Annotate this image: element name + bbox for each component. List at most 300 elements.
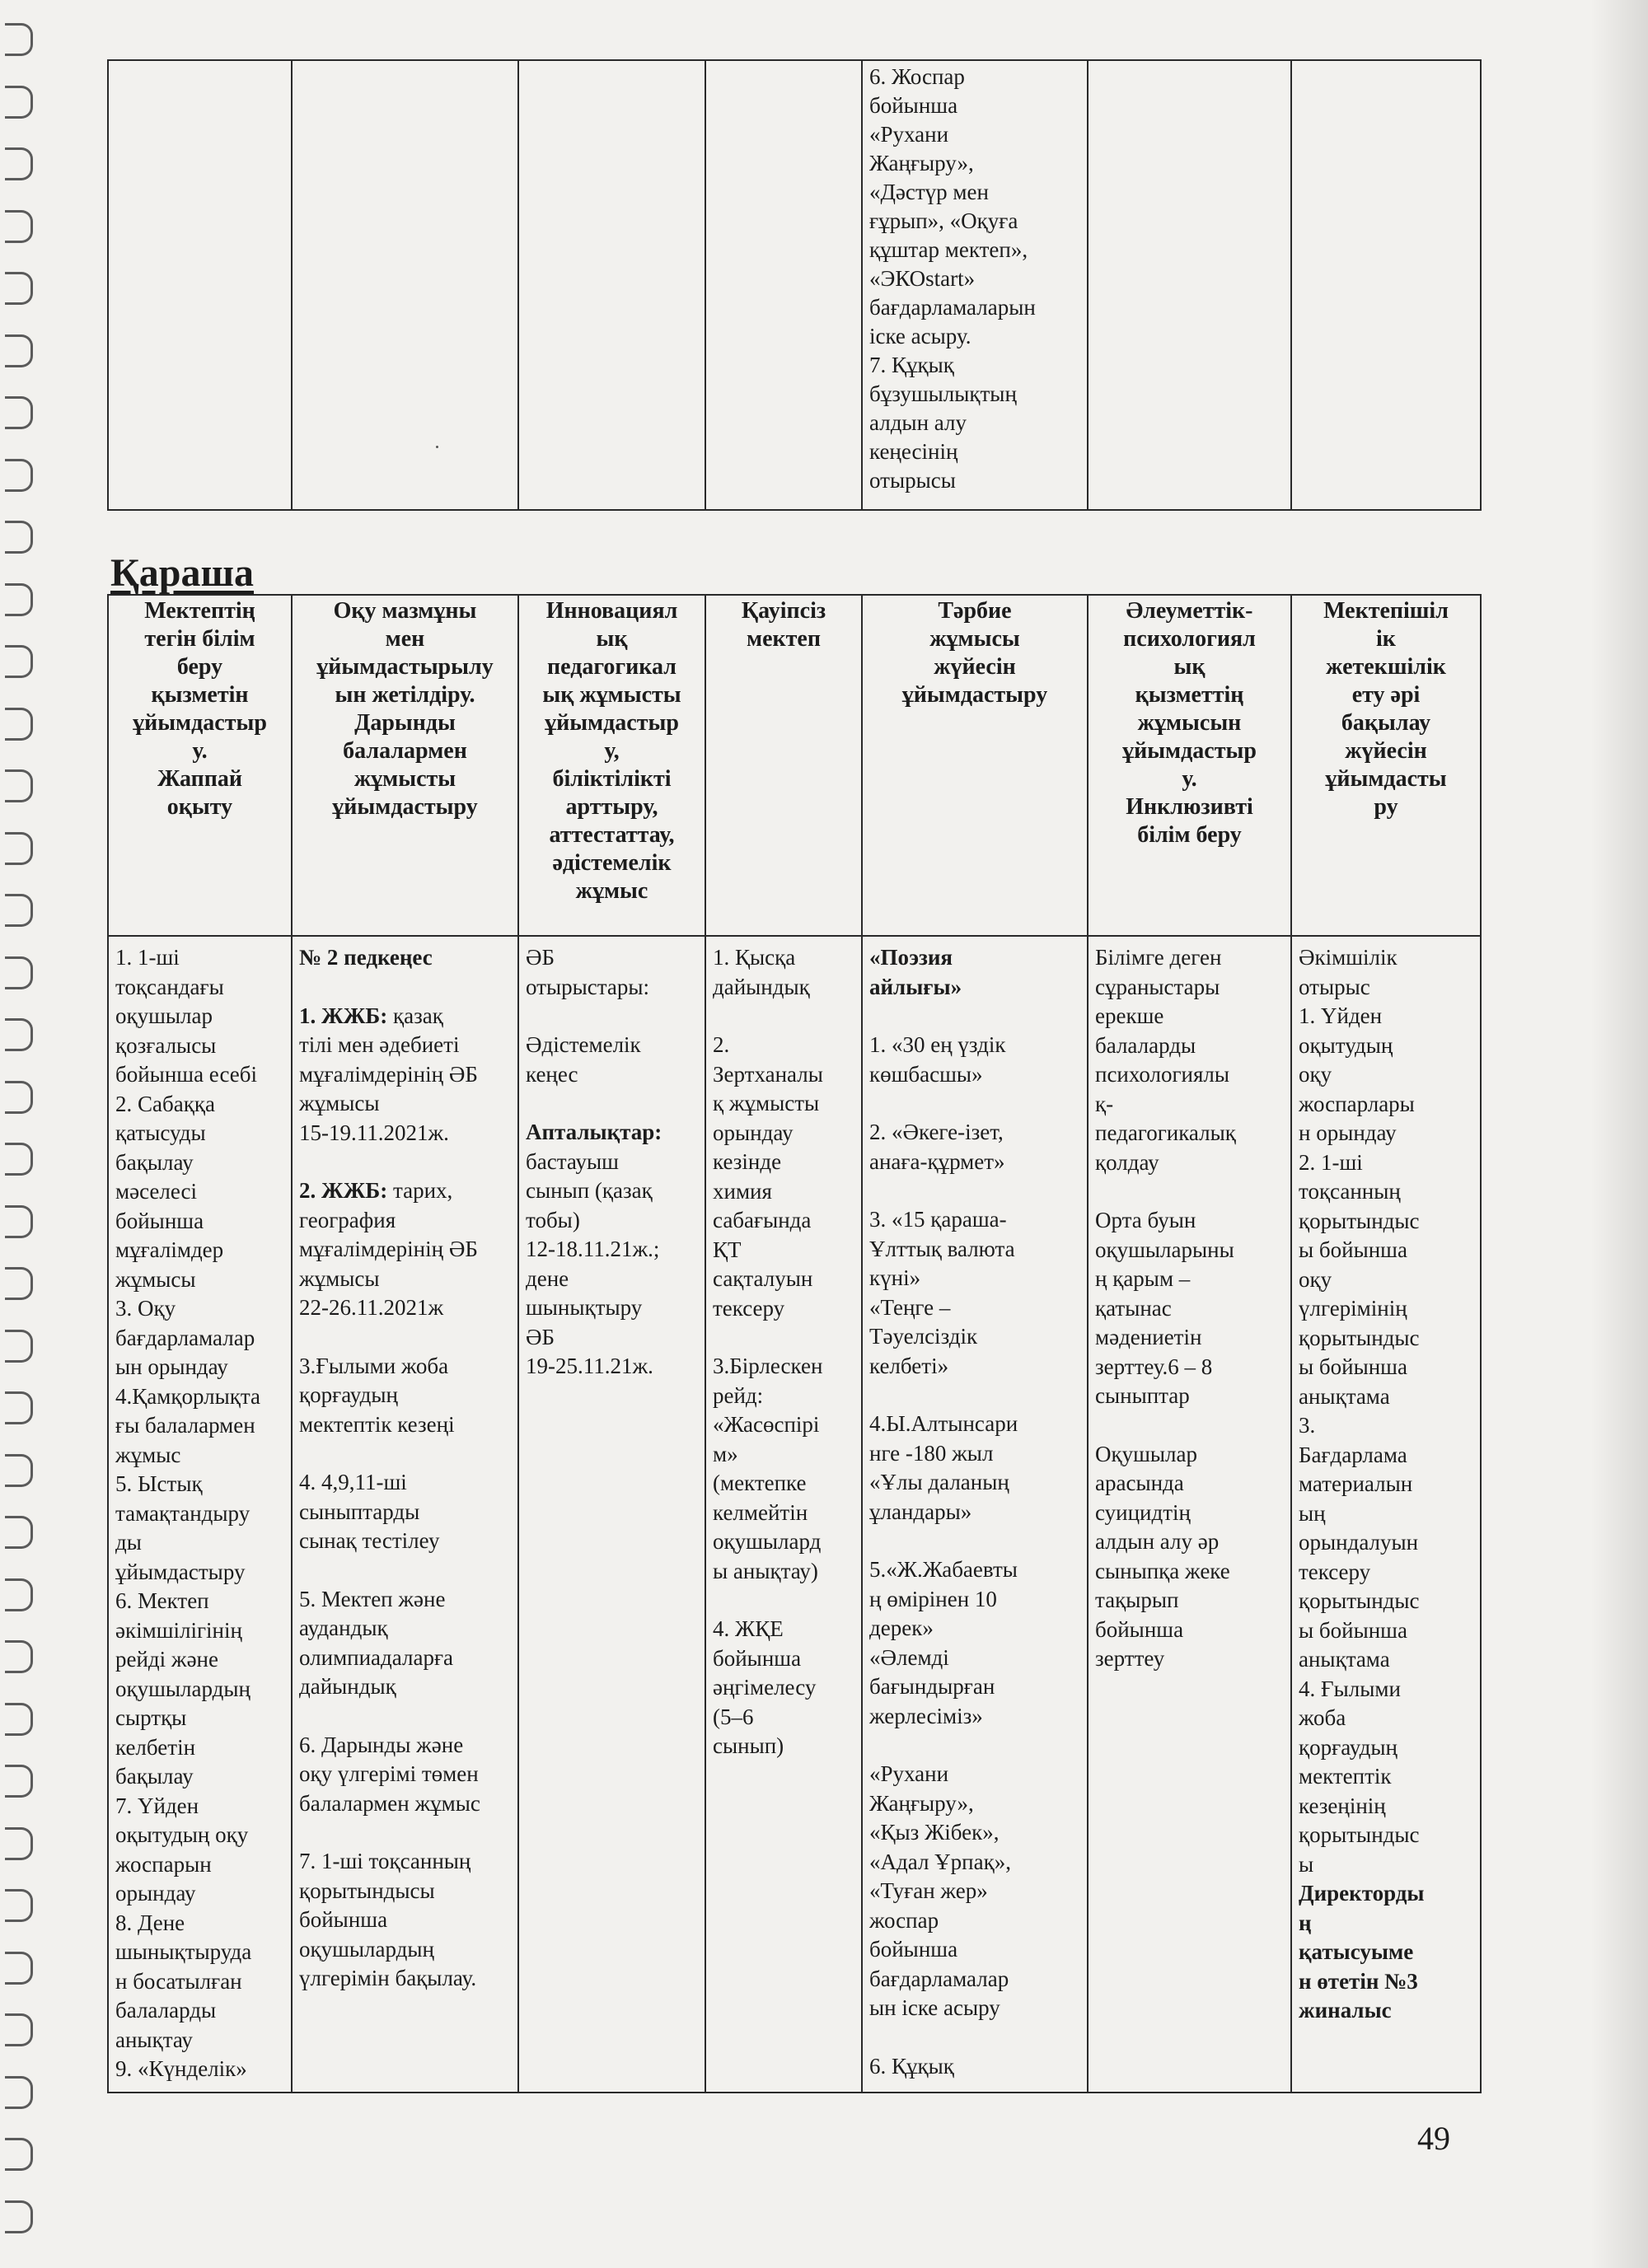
cell-text: ң (1299, 1910, 1312, 1935)
cell-line (713, 1089, 854, 1119)
header-line: оқыту (166, 794, 233, 820)
cell-text: дерек» (869, 1616, 934, 1640)
header-line: психологиял (1123, 626, 1256, 652)
cell-text: 1. Қысқа (713, 945, 796, 970)
cell-text: айлығы» (869, 974, 962, 999)
cell-text: «Ұлы даланың (869, 1470, 1009, 1494)
cell-text: нге -180 жыл (869, 1440, 994, 1466)
binding-ring (5, 645, 33, 678)
cell-line (713, 1586, 854, 1615)
header-line: Инклюзивті (1126, 794, 1253, 820)
cell-line (115, 1996, 284, 2026)
cell-text: Жаңғыру», (869, 1790, 974, 1816)
cell-text: мұғалімдер (115, 1237, 224, 1262)
binding-ring (5, 1640, 33, 1673)
cell-text: Орта буын (1095, 1208, 1196, 1232)
cell-line: 7. Құқық (869, 353, 954, 377)
cell-line (1095, 1644, 1284, 1674)
cell-text: бойынша есебі (115, 1062, 257, 1087)
header-line: қызметін (151, 682, 249, 708)
top-cell-6 (1088, 60, 1291, 510)
cell-text: 3. (1299, 1413, 1316, 1438)
cell-text: «Адал Ұрпақ», (869, 1849, 1011, 1874)
cell-text: н босатылған (115, 1968, 242, 1994)
cell-line (526, 1352, 698, 1382)
cell-line (299, 1731, 511, 1761)
header-line: жұмысы (929, 626, 1020, 652)
cell-text: сынақ тестілеу (299, 1528, 440, 1553)
cell-text: 7. 1-ші тоқсанның (299, 1849, 471, 1873)
binding-ring (5, 1267, 33, 1300)
cell-text: мәдениетін (1095, 1325, 1202, 1349)
cell-text: 2. Сабаққа (115, 1091, 215, 1116)
cell-text: қ жұмысты (713, 1091, 820, 1115)
binding-ring (5, 459, 33, 492)
binding-ring (5, 1889, 33, 1922)
cell-line (1095, 1440, 1284, 1470)
cell-text: сынып (қазақ (526, 1178, 653, 1203)
cell-text: 4. Ғылыми (1299, 1676, 1401, 1701)
cell-text: рейд: (713, 1382, 764, 1408)
cell-line (526, 1265, 698, 1294)
header-line: аттестаттау, (549, 822, 675, 848)
cell-line (869, 1965, 1080, 1994)
header-line: қызметтің (1135, 682, 1244, 708)
header-cell (292, 595, 518, 936)
cell-line (713, 1382, 854, 1411)
cell-line (1095, 943, 1284, 973)
body-cell (1291, 936, 1481, 2093)
cell-line (115, 973, 284, 1003)
binding-ring (5, 334, 33, 367)
cell-text: оқытудың (1299, 1032, 1393, 1058)
binding-ring (5, 2200, 33, 2233)
cell-text: сақталуын (713, 1266, 813, 1291)
cell-line (526, 1176, 698, 1206)
header-line: беру (176, 654, 223, 680)
header-line: ық (1173, 654, 1206, 680)
cell-line (115, 1733, 284, 1763)
cell-text: оқу (1299, 1062, 1332, 1087)
cell-text: мұғалімдерінің ӘБ (299, 1237, 478, 1261)
cell-line (869, 1293, 1080, 1323)
cell-text: «Әлемді (869, 1644, 949, 1670)
binding-ring (5, 583, 33, 616)
cell-line (713, 1148, 854, 1177)
cell-line (299, 1002, 511, 1031)
cell-text: қолдау (1095, 1149, 1159, 1175)
cell-line (869, 1205, 1080, 1235)
cell-line (1299, 1411, 1473, 1441)
header-cell (705, 595, 862, 936)
cell-line (299, 1293, 511, 1323)
cell-text: бақылау (115, 1149, 194, 1175)
cell-line (713, 1236, 854, 1265)
cell-line: «Рухани (869, 122, 949, 147)
cell-text: ң қарым – (1095, 1266, 1191, 1291)
header-line: Инновациял (545, 598, 678, 624)
cell-line (1299, 1616, 1473, 1646)
cell-text: көшбасшы» (869, 1061, 983, 1087)
binding-ring (5, 1827, 33, 1860)
cell-text: мұғалімдерінің ӘБ (299, 1061, 478, 1087)
cell-text: «Теңге – (869, 1294, 951, 1320)
cell-line (299, 1877, 511, 1906)
cell-text: дайындық (713, 974, 810, 999)
cell-line (115, 2026, 284, 2055)
cell-text: «Поэзия (869, 945, 953, 970)
header-line: ік (1376, 626, 1396, 652)
cell-text: мектептік (1299, 1764, 1392, 1789)
binding-ring (5, 894, 33, 927)
header-line: жүйесін (934, 654, 1016, 680)
cell-text: 3.Бірлескен (713, 1354, 823, 1378)
cell-text: жұмыс (115, 1442, 181, 1467)
cell-line (115, 1382, 284, 1412)
cell-text: бойынша (869, 1937, 958, 1962)
cell-line (1299, 1558, 1473, 1588)
cell-line (115, 1792, 284, 1821)
cell-line (1299, 1967, 1473, 1997)
cell-line (713, 1060, 854, 1090)
cell-line (713, 1732, 854, 1761)
binding-ring (5, 1018, 33, 1051)
cell-text: оқушылардың (115, 1676, 250, 1701)
month-title: Қараша (110, 551, 255, 595)
header-line: білім беру (1137, 822, 1242, 848)
header-line: Жаппай (157, 766, 243, 792)
cell-text: қатысуыме (1299, 1939, 1414, 1964)
cell-line (115, 1645, 284, 1675)
binding-ring (5, 1952, 33, 1985)
cell-text: бастауыш (526, 1148, 619, 1174)
header-cell (1291, 595, 1481, 936)
top-cell-1 (108, 60, 292, 510)
cell-text: тоқсанның (1299, 1179, 1401, 1204)
cell-line: «ЭКОstart» (869, 266, 976, 291)
cell-line (713, 1265, 854, 1294)
cell-line (526, 1323, 698, 1353)
binding-ring (5, 769, 33, 802)
binding-ring (5, 23, 33, 56)
cell-text: бойынша (299, 1907, 388, 1932)
cell-line (713, 1644, 854, 1674)
cell-line (115, 1441, 284, 1471)
cell-line: «Дәстүр мен (869, 180, 989, 204)
cell-text: сабағында (713, 1208, 812, 1232)
cell-line (713, 1703, 854, 1733)
cell-line (299, 1468, 511, 1498)
header-line: мектеп (747, 626, 821, 652)
cell-text: 8. Дене (115, 1910, 185, 1935)
cell-text: м» (713, 1441, 738, 1466)
cell-line (115, 1704, 284, 1733)
cell-text: 1. «30 ең үздік (869, 1032, 1006, 1057)
body-cell (108, 936, 292, 2093)
cell-text: шынықтыру (526, 1295, 643, 1320)
cell-line (299, 1323, 511, 1352)
header-line: ық жұмысты (542, 682, 681, 708)
cell-line (869, 1148, 1080, 1177)
cell-text: күні» (869, 1265, 921, 1290)
cell-line (713, 973, 854, 1003)
cell-text: тамақтандыру (115, 1500, 250, 1526)
cell-text: ың (1299, 1500, 1326, 1526)
cell-text: орындау (115, 1881, 196, 1906)
header-line: жұмыс (575, 878, 648, 904)
cell-text: 5.«Ж.Жабаевты (869, 1557, 1018, 1582)
cell-line (299, 1176, 511, 1206)
cell-line (526, 1206, 698, 1236)
top-cell-4 (705, 60, 862, 510)
cell-line (869, 943, 1080, 973)
binding-ring (5, 2013, 33, 2046)
header-line: тегін білім (144, 626, 255, 652)
header-line: жұмысты (353, 766, 456, 792)
cell-text: келбетін (115, 1734, 196, 1760)
cell-text: «Қыз Жібек», (869, 1820, 1000, 1845)
cell-text: орындау (713, 1120, 794, 1145)
cell-line (115, 2055, 284, 2084)
cell-line (299, 1964, 511, 1994)
november-plan-table (107, 594, 1482, 2093)
cell-line (115, 1499, 284, 1529)
cell-text: ы бойынша (1299, 1237, 1407, 1262)
top-cell-5 (862, 60, 1088, 510)
cell-line (115, 1909, 284, 1938)
cell-line (299, 1818, 511, 1847)
cell-text: (мектепке (713, 1471, 807, 1495)
cell-text: ы анықтау) (713, 1558, 818, 1583)
cell-line: ғұрып», «Оқуға (869, 208, 1018, 233)
cell-line (713, 1673, 854, 1703)
cell-line (299, 1527, 511, 1556)
cell-line (1095, 1090, 1284, 1120)
header-line: Қауіпсіз (741, 598, 826, 624)
cell-line (713, 1440, 854, 1470)
cell-line (299, 1702, 511, 1731)
cell-text: тобы) (526, 1207, 580, 1232)
top-cell-7 (1291, 60, 1481, 510)
cell-line (1299, 1382, 1473, 1412)
cell-line (713, 1469, 854, 1499)
cell-line (1299, 1645, 1473, 1675)
cell-text: 15-19.11.2021ж. (299, 1120, 449, 1145)
cell-line (115, 1938, 284, 1967)
cell-text: алдын алу әр (1095, 1529, 1220, 1554)
cell-line (713, 1294, 854, 1324)
spiral-binding (0, 0, 53, 2268)
cell-text: тексеру (1299, 1559, 1371, 1584)
cell-text: жоспарлары (1299, 1091, 1415, 1116)
cell-line (299, 1410, 511, 1440)
cell-text: кезінде (713, 1149, 782, 1174)
cell-text: бойынша (1095, 1616, 1184, 1642)
cell-line (299, 1031, 511, 1060)
binding-ring (5, 956, 33, 989)
body-cell (1088, 936, 1291, 2093)
cell-line (1095, 1616, 1284, 1645)
cell-line (1095, 1586, 1284, 1616)
cell-text: суицидтің (1095, 1499, 1191, 1525)
cell-text: ы бойынша (1299, 1354, 1407, 1379)
cell-text: жерлесіміз» (869, 1703, 983, 1728)
header-line: Әлеуметтік- (1126, 598, 1253, 624)
cell-line (1299, 1499, 1473, 1529)
cell-line (115, 1821, 284, 1850)
cell-text-rest: тарих, (387, 1178, 453, 1203)
cell-line: іске асыру. (869, 324, 971, 348)
cell-line (1299, 1792, 1473, 1821)
cell-text: оқушыларыны (1095, 1237, 1234, 1262)
cell-line (526, 973, 698, 1003)
header-cell (1088, 595, 1291, 936)
cell-line (299, 1644, 511, 1673)
cell-line (1299, 1060, 1473, 1090)
binding-ring (5, 210, 33, 243)
cell-line (1299, 1909, 1473, 1938)
cell-line (869, 1585, 1080, 1615)
cell-text: бағындырған (869, 1674, 995, 1699)
cell-text: оқытудың оқу (115, 1822, 249, 1847)
cell-line (713, 1119, 854, 1148)
cell-line (869, 2052, 1080, 2082)
binding-ring (5, 1205, 33, 1238)
cell-text: 1. Үйден (1299, 1003, 1383, 1028)
cell-line (1299, 1733, 1473, 1763)
cell-line (1095, 1294, 1284, 1324)
header-line: жетекшілік (1326, 654, 1446, 680)
header-line: жұмысын (1137, 710, 1242, 736)
cell-text: 1. 1-ші (115, 945, 180, 970)
cell-line (1095, 1060, 1284, 1090)
binding-ring (5, 1765, 33, 1798)
cell-line (869, 1089, 1080, 1118)
cell-text: анаға-құрмет» (869, 1148, 1005, 1174)
cell-text: қозғалысы (115, 1032, 217, 1058)
cell-line (1299, 1762, 1473, 1792)
cell-text: келмейтін (713, 1499, 808, 1525)
cell-line (526, 1002, 698, 1031)
cell-text: ын іске асыру (869, 1995, 1000, 2020)
cell-line (869, 1118, 1080, 1148)
cell-line (115, 1207, 284, 1237)
cell-text: отырыс (1299, 974, 1370, 999)
header-line: балалармен (343, 738, 467, 764)
binding-ring (5, 521, 33, 554)
cell-line (299, 1060, 511, 1090)
cell-line (1095, 1119, 1284, 1148)
cell-text: Әдістемелік (526, 1032, 641, 1057)
cell-text: Бағдарлама (1299, 1442, 1407, 1467)
cell-line (115, 1675, 284, 1705)
cell-line (869, 1498, 1080, 1527)
header-cell (518, 595, 705, 936)
cell-text: тілі мен әдебиеті (299, 1032, 460, 1057)
binding-ring (5, 1143, 33, 1176)
cell-text: орындалуын (1299, 1530, 1419, 1555)
cell-text: ғы балалармен (115, 1413, 255, 1438)
cell-line (869, 1818, 1080, 1848)
cell-line (299, 1089, 511, 1119)
header-line: ұйымдасты (1325, 766, 1447, 792)
cell-line (869, 1410, 1080, 1439)
cell-text: тақырып (1095, 1588, 1179, 1612)
cell-text: кезеңінің (1299, 1793, 1386, 1818)
cell-line (1095, 1353, 1284, 1382)
cell-line (869, 1848, 1080, 1878)
cell-line (299, 1381, 511, 1410)
cell-text: тоқсандағы (115, 974, 224, 999)
cell-line (869, 1527, 1080, 1555)
cell-line (115, 1411, 284, 1441)
binding-ring (5, 1454, 33, 1487)
body-cell (292, 936, 518, 2093)
cell-line (526, 1235, 698, 1265)
cell-text: бойынша (713, 1645, 802, 1671)
cell-line (869, 1644, 1080, 1673)
cell-line (299, 1265, 511, 1294)
cell-line (869, 1381, 1080, 1410)
cell-text: н орындау (1299, 1120, 1397, 1145)
header-line: әдістемелік (552, 850, 672, 876)
cell-line (1299, 1879, 1473, 1909)
page-number: 49 (1417, 2120, 1450, 2157)
cell-text: Тәуелсіздік (869, 1324, 978, 1349)
cell-text: жоба (1299, 1705, 1346, 1730)
cell-line (115, 1177, 284, 1207)
cell-text: химия (713, 1178, 772, 1204)
cell-line (869, 1702, 1080, 1732)
cell-line (1095, 1031, 1284, 1061)
cell-line (299, 1439, 511, 1468)
cell-line (1299, 1265, 1473, 1295)
cell-text: қорғаудың (1299, 1734, 1398, 1760)
cell-line (869, 1555, 1080, 1585)
cell-line (869, 1235, 1080, 1265)
cell-line (1299, 1850, 1473, 1880)
cell-line (869, 1264, 1080, 1293)
cell-line (1299, 1938, 1473, 1967)
cell-text: ерекше (1095, 1003, 1164, 1028)
header-line: ету әрі (1351, 682, 1421, 708)
cell-line (299, 1119, 511, 1148)
cell-line (115, 1031, 284, 1061)
cell-text: бағдарламалар (115, 1325, 255, 1350)
body-cell (705, 936, 862, 2093)
cell-line: құштар мектеп», (869, 237, 1028, 262)
binding-ring (5, 1391, 33, 1424)
cell-line (713, 1410, 854, 1440)
cell-line (713, 943, 854, 973)
cell-text: ӘБ (526, 1324, 555, 1349)
cell-text: 2. ЖЖБ: (299, 1178, 388, 1203)
cell-line (115, 1879, 284, 1909)
cell-line (713, 1499, 854, 1528)
cell-text: ы бойынша (1299, 1617, 1407, 1643)
body-row (108, 936, 1481, 2093)
header-line: жүйесін (1345, 738, 1427, 764)
cell-text: Оқушылар (1095, 1441, 1198, 1466)
cell-text: балаларды (1095, 1032, 1196, 1058)
cell-line (1299, 1470, 1473, 1499)
cell-line (713, 1002, 854, 1031)
cell-line (1095, 1002, 1284, 1031)
cell-text: бақылау (115, 1764, 194, 1789)
cell-text: география (299, 1207, 396, 1232)
cell-line (869, 1877, 1080, 1906)
cell-text: анықтама (1299, 1647, 1390, 1672)
